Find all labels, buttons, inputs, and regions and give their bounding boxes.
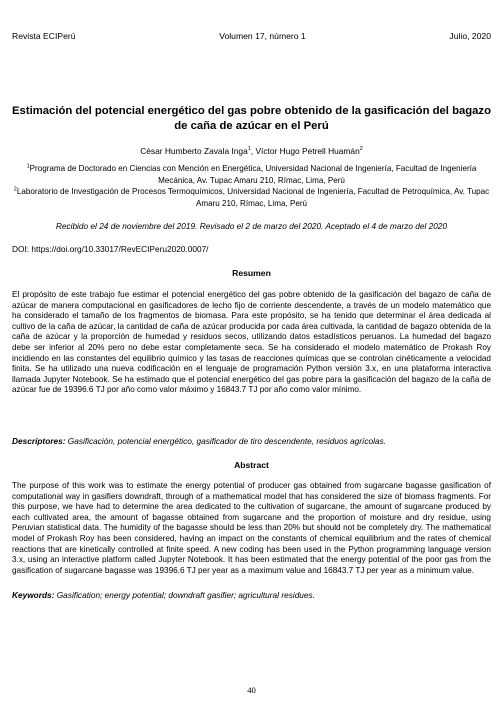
author-name: César Humberto Zavala Inga [140, 146, 248, 156]
affiliation-text: Programa de Doctorado en Ciencias con Mención en Energética, Universidad Nacional de Ingeniería, Facultad de Ingeniería Mecánica, Av. Tupac Amaru 210, Rímac, Lima, Perú [29, 164, 477, 185]
affiliation-marker: 1 [26, 163, 30, 170]
affiliation [12, 163, 491, 186]
affiliation-marker: 2 [13, 186, 17, 193]
issue-date: Julio, 2020 [449, 31, 491, 41]
author-separator: , [250, 146, 256, 156]
descriptores [12, 436, 491, 446]
resumen-text: El propósito de este trabajo fue estimar el potencial energético del gas pobre obtenido de la gasificación del bagazo de caña de azúcar de manera computacional en gasificadores de lecho fijo de corriente descendente, a través de un modelo matemático que ha considerado el tamaño de los fragmentos de biomasa. Para este propósito, se ha tenido que determinar el área dedicada al cultivo de la caña de azúcar, la cantidad de caña de azúcar producida por cada área cultivada, la cantidad de bagazo obtenida de la caña de azúcar y la proporción de humedad y residuos secos, utilizando datos estadísticos peruanos. La humedad del bagazo debe ser inferior al 20% pero no debe estar completamente seca. Se ha considerado el modelo matemático de Prokash Roy incidiendo en las constantes del equilibrio químico y las tasas de reacciones químicas que se controlan cinéticamente a velocidad finita. Se ha utilizado una nueva codificación en el lenguaje de programación Python versión 3.x, en una plataforma interactiva llamada Jupyter Notebook. Se ha estimado que el potencial energético del gas pobre para la gasificación del bagazo de la caña de azúcar fue de 19396.6 TJ por año como valor máximo y 16843.7 TJ por año como valor mínimo. [12, 290, 491, 395]
keywords [12, 590, 491, 600]
author-list [12, 146, 491, 156]
affiliation-marker: 2 [359, 146, 363, 153]
resumen-heading: Resumen [232, 268, 271, 278]
keywords-text: Gasification; energy potential; downdraft gasifier; agricultural residues. [54, 590, 315, 600]
abstract-text: The purpose of this work was to estimate the energy potential of producer gas obtained from sugarcane bagasse gasification of computational way in gasifiers downdraft, through of a mathematical model that has considered the size of biomass fragments. For this purpose, we have had to determine the area dedicated to the cultivation of sugarcane, the amount of sugarcane produced by each cultivated area, the amount of bagasse obtained from sugarcane and the proportion of moisture and dry residue, using Peruvian statistical data. The humidity of the bagasse should be less than 20% but should not be completely dry. The mathematical model of Prokash Roy has been considered, having an impact on the constants of chemical equilibrium and the rates of chemical reactions that are kinetically controlled at finite speed. A new coding has been used in the Python programming language version 3.x, using an interactive platform called Jupyter Notebook. It has been estimated that the energy potential of the poor gas from the gasification of sugarcane bagasse was 19396.6 TJ per year as a maximum value and 16843.7 TJ per year as a minimum value. [12, 481, 491, 575]
affiliation [12, 186, 491, 209]
keywords-label: Keywords: [12, 590, 55, 600]
affiliation-text: Laboratorio de Investigación de Procesos Termoquímicos, Universidad Nacional de Ingeniería, Facultad de Petroquímica, Av. Tupac Amaru 210, Rímac, Lima, Perú [16, 187, 490, 208]
keywords-label: Descriptores: [12, 436, 66, 446]
affiliation-marker: 1 [247, 146, 251, 153]
page-number: 40 [247, 685, 256, 695]
journal-name: Revista ECIPerú [12, 31, 76, 41]
running-header [12, 31, 491, 41]
volume-info: Volumen 17, número 1 [219, 31, 306, 41]
affiliations [12, 163, 491, 209]
doi-link[interactable]: DOI: https://doi.org/10.33017/RevECIPeru2020.0007/ [12, 244, 209, 254]
keywords-text: Gasificación, potencial energético, gasificador de tiro descendente, residuos agrícolas. [65, 436, 387, 446]
author-name: Víctor Hugo Petrell Huamán [255, 146, 360, 156]
paper-title: Estimación del potencial energético del gas pobre obtenido de la gasificación del bagazo de caña de azúcar en el Perú [12, 105, 491, 132]
submission-dates: Recibido el 24 de noviembre del 2019. Revisado el 2 de marzo del 2020. Aceptado el 4 de marzo del 2020 [55, 221, 448, 231]
abstract-heading: Abstract [234, 460, 269, 470]
